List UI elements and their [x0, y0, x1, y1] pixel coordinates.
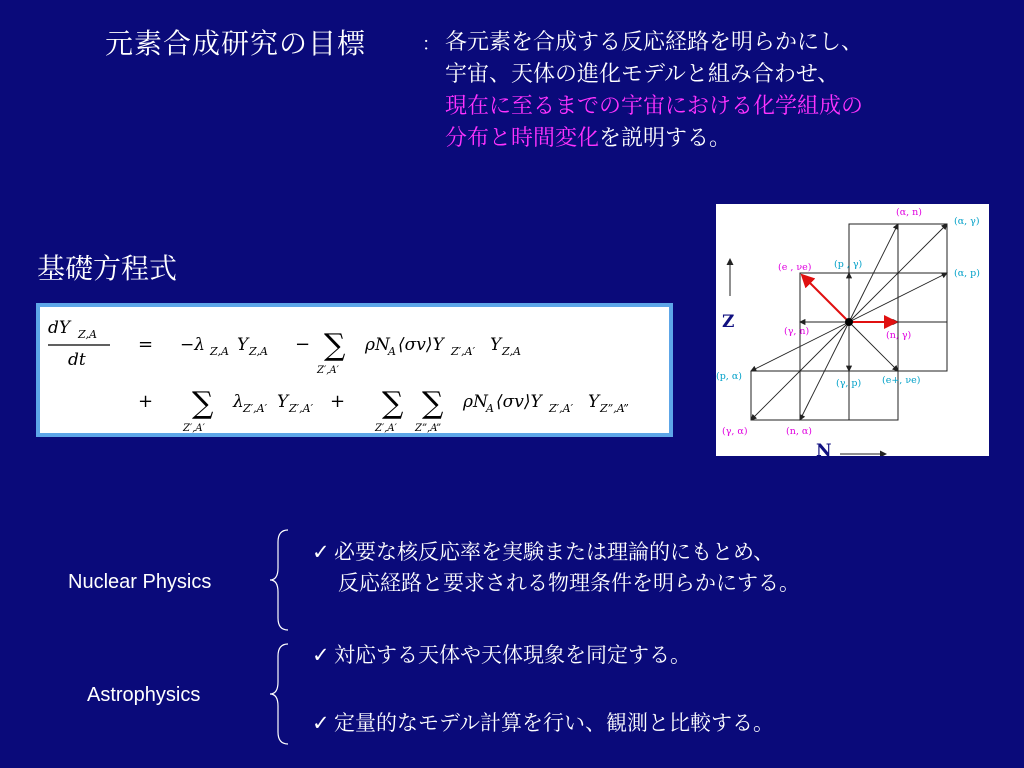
eq-t1-y: Y: [237, 335, 249, 355]
eq-t2-a: A: [388, 345, 396, 358]
axis-z-label: Z: [722, 312, 735, 332]
label-gamma-n: (γ, n): [784, 326, 810, 337]
eq-sum-1-sub: Z′,A′: [317, 365, 339, 376]
eq-t3-sub: Z′,A′: [243, 402, 268, 415]
center-nucleus: [845, 318, 853, 326]
eq-t4-a: A: [486, 402, 494, 415]
goal-line-4: [445, 123, 863, 155]
astro-item-1-text: 対応する天体や天体現象を同定する。: [334, 643, 691, 667]
eq-lhs-sub: Z,A: [78, 328, 97, 341]
label-n-gamma: (n, γ): [886, 330, 912, 341]
eq-t3-ysub: Z′,A′: [289, 402, 314, 415]
nuclear-physics-label: Nuclear Physics: [68, 571, 212, 593]
eq-t3-y: Y: [277, 392, 289, 412]
axis-n-label: N: [816, 441, 832, 456]
eq-plus-2: +: [330, 391, 346, 412]
nuclear-brace: [266, 528, 290, 632]
astro-item-2: [312, 708, 774, 739]
goal-text: [445, 27, 863, 155]
eq-lhs-dy: dY: [48, 318, 71, 338]
eq-t1-sub: Z,A: [210, 345, 229, 358]
eq-t1-lambda: −λ: [180, 335, 206, 355]
eq-dt: dt: [68, 350, 86, 370]
check-mark-icon: ✓: [312, 643, 330, 667]
label-p-alpha: (p, α): [716, 371, 742, 382]
label-alpha-p: (α, p): [954, 268, 980, 279]
eq-t4-rho: ρN: [463, 392, 488, 412]
label-gamma-p: (γ, p): [836, 378, 862, 389]
goal-line-2: 宇宙、天体の進化モデルと組み合わせ、: [445, 62, 840, 87]
eq-t2-sv: ⟨σv⟩Y: [398, 335, 444, 355]
eq-sum-4-sub: Z”,A”: [415, 423, 442, 433]
eq-t1-ysub: Z,A: [249, 345, 268, 358]
eq-minus: −: [295, 334, 311, 355]
eq-plus-1: +: [138, 391, 154, 412]
goal-line-1: 各元素を合成する反応経路を明らかにし、: [445, 30, 864, 55]
basic-equation-heading: 基礎方程式: [37, 252, 178, 285]
eq-sum-3-sub: Z′,A′: [375, 423, 397, 433]
eq-sum-4: ∑: [422, 386, 444, 421]
astro-item-2-text: 定量的なモデル計算を行い、観測と比較する。: [334, 711, 774, 735]
reaction-diagram-svg: [716, 204, 989, 456]
label-eplus-nu: (e+, νe): [882, 375, 921, 386]
eq-sum-2-sub: Z′,A′: [183, 423, 205, 433]
reaction-network-diagram: [716, 204, 989, 456]
eq-t4-sv: ⟨σv⟩Y: [496, 392, 542, 412]
label-gamma-alpha: (γ, α): [722, 426, 748, 437]
equation-box: [36, 303, 673, 437]
goal-tail: を説明する。: [599, 126, 732, 151]
eq-t4-y: Y: [588, 392, 600, 412]
eq-t2-sub: Z′,A′: [451, 345, 476, 358]
nuclear-item: [312, 537, 800, 599]
nuclear-line-1: 必要な核反応率を実験または理論的にもとめ、: [334, 540, 775, 564]
check-mark-icon: ✓: [312, 540, 330, 564]
label-e-nu: (e , νe): [778, 262, 812, 273]
eq-t2-rho: ρN: [365, 335, 390, 355]
label-p-gamma: (p , γ): [834, 259, 863, 270]
astro-brace: [266, 642, 290, 746]
nuclear-line-2: 反応経路と要求される物理条件を明らかにする。: [338, 571, 800, 595]
eq-sum-1: ∑: [324, 328, 346, 363]
goal-highlight: 分布と時間変化: [445, 126, 600, 151]
eq-t3-lambda: λ: [233, 392, 244, 412]
equation-svg: [40, 307, 669, 433]
slide-title: 元素合成研究の目標: [105, 27, 367, 60]
check-mark-icon: ✓: [312, 711, 330, 735]
eq-equals: =: [138, 334, 154, 355]
eq-t2-ysub: Z,A: [502, 345, 521, 358]
title-colon: ：: [422, 34, 440, 55]
eq-sum-3: ∑: [382, 386, 404, 421]
astrophysics-label: Astrophysics: [87, 684, 201, 706]
label-alpha-n: (α, n): [896, 207, 922, 218]
eq-sum-2: ∑: [192, 386, 214, 421]
label-n-alpha: (n, α): [786, 426, 812, 437]
eq-t4-sub2: Z”,A”: [600, 402, 629, 415]
astro-item-1: [312, 640, 691, 671]
goal-line-3: 現在に至るまでの宇宙における化学組成の: [445, 94, 864, 119]
label-alpha-gamma: (α, γ): [954, 216, 980, 227]
eq-t2-y: Y: [490, 335, 502, 355]
eq-t4-sub1: Z′,A′: [549, 402, 574, 415]
